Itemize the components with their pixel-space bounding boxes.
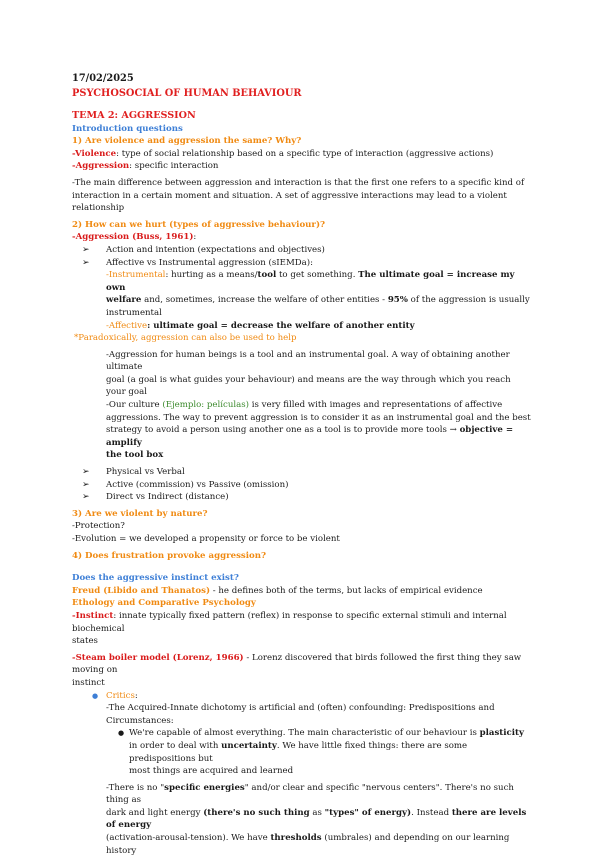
culture-text: -Our culture (Ejemplo: películas) is very filled with images and representations of affective aggressions. The way to prevent aggression is to consider it as an instrumental goal and the best strategy to avoid a person using another one as a tool is to provide more tools → objective = amplify the tool box <box>106 400 531 461</box>
list-item: ➢ Direct vs Indirect (distance) <box>82 492 229 503</box>
question-3: 3) Are we violent by nature? <box>72 508 208 519</box>
dichotomy-text: -The Acquired-Innate dichotomy is artificial and (often) confounding: Predispositions and Circumstances: <box>106 703 495 726</box>
protection-text: -Protection? <box>72 521 125 532</box>
list-item: ➢ Action and intention (expectations and objectives) <box>82 244 325 255</box>
section-title: TEMA 2: AGGRESSION <box>72 110 196 121</box>
violence-definition: -Violence: type of social relationship based on a specific type of interaction (aggressive actions) <box>72 148 494 159</box>
list-item: ➢ Physical vs Verbal <box>82 467 185 478</box>
instinct-definition: -Instinct: innate typically fixed pattern (reflex) in response to specific external stimuli and internal biochemical states <box>72 610 507 647</box>
document-body <box>72 72 532 857</box>
document-title: PSYCHOSOCIAL OF HUMAN BEHAVIOUR <box>72 88 302 99</box>
steam-boiler-text: -Steam boiler model (Lorenz, 1966) - Lorenz discovered that birds followed the first thing they saw moving on instinct <box>72 652 522 688</box>
instinct-heading: Does the aggressive instinct exist? <box>72 573 239 584</box>
intro-heading: Introduction questions <box>72 123 183 134</box>
question-4: 4) Does frustration provoke aggression? <box>72 550 267 561</box>
affective-definition: -Affective: ultimate goal = decrease the welfare of another entity <box>106 320 415 331</box>
question-1: 1) Are violence and aggression the same? Why? <box>72 136 302 147</box>
evolution-text: -Evolution = we developed a propensity or force to be violent <box>72 534 340 544</box>
plasticity-item: ● We're capable of almost everything. The main characteristic of our behaviour is plasticity in order to deal with uncertainty. We have little fixed things: there are some predispositions but most things are acquired and learned <box>118 728 524 777</box>
critics-item: ● Critics: <box>92 690 138 701</box>
list-item: ➢ Affective vs Instrumental aggression (sIEMDa): <box>82 257 314 268</box>
freud-text: Freud (Libido and Thanatos) - he defines both of the terms, but lacks of empirical evidence <box>72 585 483 596</box>
paradox-note: *Paradoxically, aggression can also be used to help <box>74 333 297 344</box>
help-text: -Aggression for human beings is a tool and an instrumental goal. A way of obtaining another ultimate goal (a goal is what guides your behaviour) and means are the way through which you reach your goal <box>106 349 511 398</box>
question-2: 2) How can we hurt (types of aggressive behaviour)? <box>72 219 326 230</box>
energies-text: -There is no "specific energies" and/or clear and specific "nervous centers". There's no such thing as dark and light energy (there's no such thing as "types" of energy). Instead there are levels of energy (activation-arousal-tension). We have thresholds (umbrales) and depending on our learning history <box>106 782 527 856</box>
list-item: ➢ Active (commission) vs Passive (omission) <box>82 479 289 490</box>
ethology-heading: Ethology and Comparative Psychology <box>72 598 256 609</box>
date: 17/02/2025 <box>72 73 134 84</box>
instrumental-definition: -Instrumental: hurting as a means/tool to get something. The ultimate goal = increase my own welfare and, sometimes, increase the welfare of other entities - 95% of the aggression is usually instrumental <box>106 270 530 318</box>
aggression-definition: -Aggression: specific interaction <box>72 161 219 172</box>
difference-text: -The main difference between aggression and interaction is that the first one refers to a specific kind of interaction in a certain moment and situation. A set of aggressive interactions may lead to a violent relationship <box>72 177 525 214</box>
buss-heading: -Aggression (Buss, 1961): <box>72 232 197 243</box>
